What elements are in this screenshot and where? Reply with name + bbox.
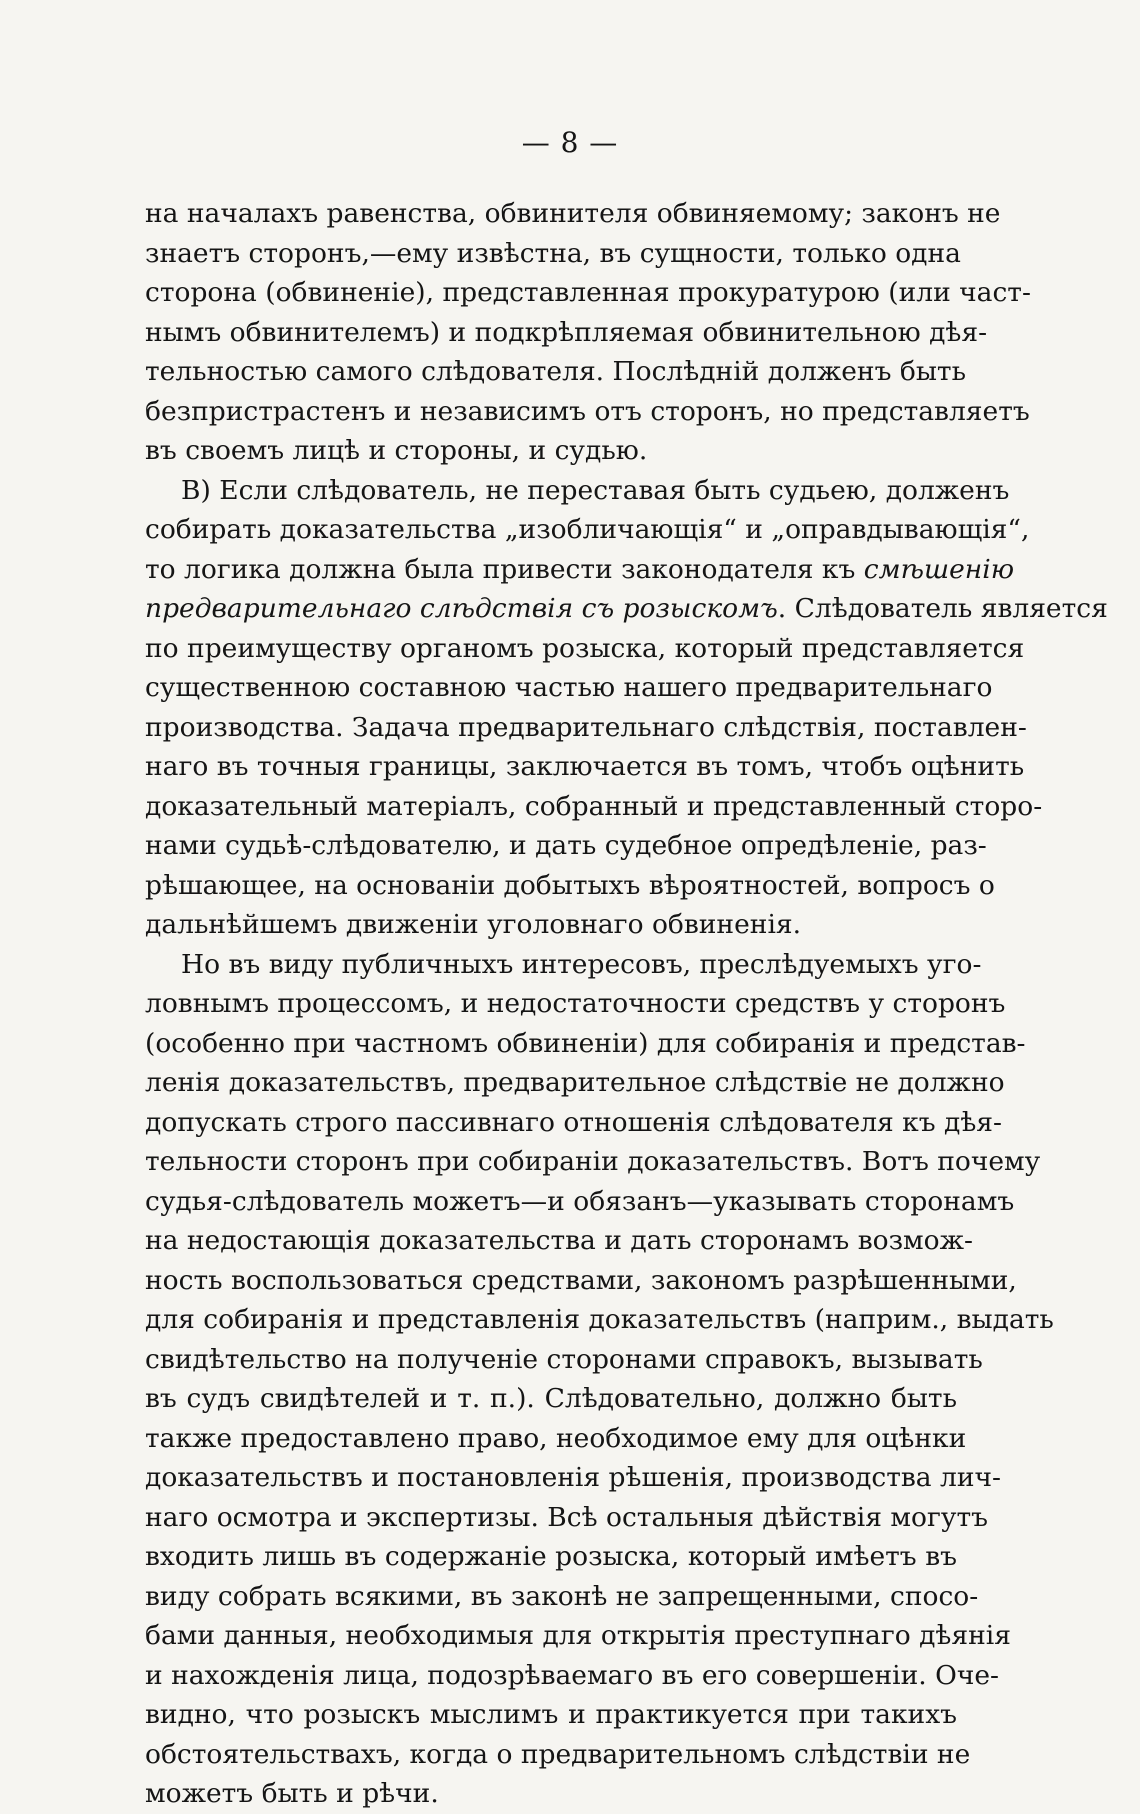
text-line: бами данныя, необходимыя для открытія преступнаго дѣянія <box>145 1620 1011 1651</box>
text-line: сторона (обвиненіе), представленная прокуратурою (или част- <box>145 277 1031 308</box>
text-line: собирать доказательства „изобличающія“ и „оправдывающія“, <box>145 514 1030 545</box>
text-line-mixed <box>145 550 1015 590</box>
text-line: въ судъ свидѣтелей и т. п.). Слѣдовательно, должно быть <box>145 1383 957 1414</box>
text-line: нами судьѣ-слѣдователю, и дать судебное опредѣленіе, раз- <box>145 830 987 861</box>
text-line: виду собрать всякими, въ законѣ не запрещенными, спосо- <box>145 1580 979 1612</box>
text-line: входить лишь въ содержаніе розыска, который имѣетъ въ <box>145 1541 957 1572</box>
text-line: дальнѣйшемъ движеніи уголовнаго обвиненія. <box>145 909 802 940</box>
text-line: нымъ обвинителемъ) и подкрѣпляемая обвинительною дѣя- <box>145 316 988 348</box>
text-line: ность воспользоваться средствами, закономъ разрѣшенными, <box>145 1264 1017 1296</box>
italic-text: предварительнаго слѣдствія съ розыскомъ <box>145 593 778 624</box>
text-line: допускать строго пассивнаго отношенія слѣдователя къ дѣя- <box>145 1106 1002 1138</box>
text-line: въ своемъ лицѣ и стороны, и судью. <box>145 435 648 466</box>
text-line: безпристрастенъ и независимъ отъ сторонъ, но представляетъ <box>145 395 1030 427</box>
text-line: знаетъ сторонъ,—ему извѣстна, въ сущности, только одна <box>145 237 961 269</box>
text-line: тельностью самого слѣдователя. Послѣдній долженъ быть <box>145 356 967 387</box>
text-line: В) Если слѣдователь, не переставая быть судьею, долженъ <box>181 474 1010 506</box>
text-line: Но въ виду публичныхъ интересовъ, преслѣдуемыхъ уго- <box>181 948 982 980</box>
text-line: производства. Задача предварительнаго слѣдствія, поставлен- <box>145 711 1027 743</box>
text-line: ленія доказательствъ, предварительное слѣдствіе не должно <box>145 1067 1005 1098</box>
text-line: по преимуществу органомъ розыска, который представляется <box>145 632 1025 664</box>
text-line: и нахожденія лица, подозрѣваемаго въ его совершеніи. Оче- <box>145 1659 1000 1691</box>
text-line: доказательный матеріалъ, собранный и представленный сторо- <box>145 790 1043 822</box>
text-line-mixed <box>145 589 1108 629</box>
body-text <box>145 194 1108 1814</box>
text-line: можетъ быть и рѣчи. <box>145 1778 439 1809</box>
text-line: судья-слѣдователь можетъ—и обязанъ—указывать сторонамъ <box>145 1185 1015 1217</box>
text-line: тельности сторонъ при собираніи доказательствъ. Вотъ почему <box>145 1146 1041 1177</box>
text-line: существенною составною частью нашего предварительнаго <box>145 672 993 703</box>
text-line: на началахъ равенства, обвинителя обвиняемому; законъ не <box>145 198 1001 229</box>
text-line: обстоятельствахъ, когда о предварительномъ слѣдствіи не <box>145 1738 971 1770</box>
text-line: (особенно при частномъ обвиненіи) для собиранія и представ- <box>145 1027 1026 1059</box>
text-line: для собиранія и представленія доказательствъ (наприм., выдать <box>145 1304 1054 1335</box>
text-line: видно, что розыскъ мыслимъ и практикуется при такихъ <box>145 1699 957 1730</box>
text-line: наго въ точныя границы, заключается въ томъ, чтобъ оцѣнить <box>145 751 1025 782</box>
text-line: ловнымъ процессомъ, и недостаточности средствъ у сторонъ <box>145 988 1006 1019</box>
text-line: свидѣтельство на полученіе сторонами справокъ, вызывать <box>145 1343 983 1375</box>
text-fragment: . Слѣдователь является <box>777 593 1108 624</box>
text-line: также предоставлено право, необходимое ему для оцѣнки <box>145 1422 967 1454</box>
page-number: — 8 — <box>521 126 619 159</box>
text-line: рѣшающее, на основаніи добытыхъ вѣроятностей, вопросъ о <box>145 869 995 901</box>
text-line: на недостающія доказательства и дать сторонамъ возмож- <box>145 1225 973 1256</box>
italic-text: смѣшенію <box>863 553 1015 585</box>
text-line: доказательствъ и постановленія рѣшенія, производства лич- <box>145 1462 1001 1493</box>
text-fragment: то логика должна была привести законодателя къ <box>145 553 864 585</box>
text-line: наго осмотра и экспертизы. Всѣ остальныя дѣйствія могутъ <box>145 1501 988 1533</box>
